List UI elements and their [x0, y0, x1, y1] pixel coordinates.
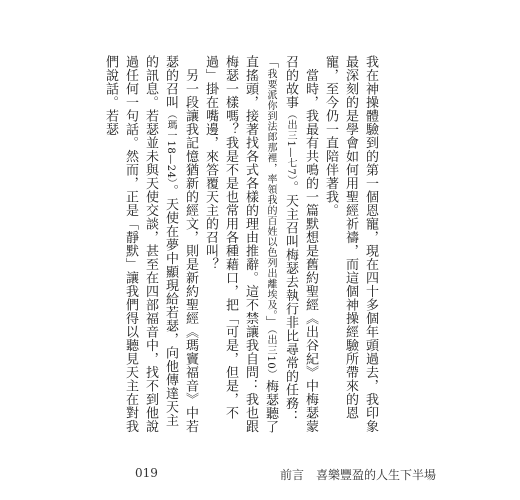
vertical-body-text: [103, 55, 380, 435]
scripture-citation: （瑪一18—24）: [165, 109, 176, 184]
paragraph-2: [200, 55, 320, 435]
paragraph-2-text: 梅瑟聽了直搖頭，接著找各式各樣的理由推辭。這不禁讓我自問：我也跟梅瑟一樣嗎？我是不是也常用各種藉口，把「可是，但是，不過」掛在嘴邊，來答覆天主的召叫？: [203, 55, 278, 434]
paragraph-2-text: 當時，我最有共鳴的一篇默想是舊約聖經《出谷紀》中梅瑟蒙召的故事: [283, 55, 318, 433]
page-number: 019: [135, 466, 158, 480]
paragraph-3-text: 。天使在夢中顯現給若瑟，向他傳達天主的訊息。若瑟並未與天使交談，甚至在四部福音中，找不到他說過任何一句話。然而，正是「靜默」讓我們得以聽見天主在對我們說話。若瑟: [103, 55, 178, 433]
paragraph-3-text: 另一段讓我記憶猶新的經文，則是新約聖經《瑪竇福音》中若瑟的召叫: [163, 55, 198, 433]
running-title: 前言 喜樂豐盈的人生下半場: [280, 468, 437, 482]
scripture-citation: （出三1—七7）: [285, 109, 296, 181]
paragraph-2-text: 」: [263, 315, 278, 329]
paragraph-1: 我在神操體驗到的第一個恩寵，現在四十多個年頭過去，我印象最深刻的是學會如何用聖經祈禱，而這個神操經驗所帶來的恩寵，至今仍一直陪伴著我。: [323, 55, 378, 433]
paragraph-2-text: 。天主召叫梅瑟去執行非比尋常的任務：「: [263, 55, 298, 424]
scripture-quote: 我要派你到法郎那裡，率領我的百姓以色列出離埃及。: [265, 68, 276, 316]
paragraph-3: [100, 55, 200, 435]
scripture-citation: （出三10）: [265, 329, 276, 380]
